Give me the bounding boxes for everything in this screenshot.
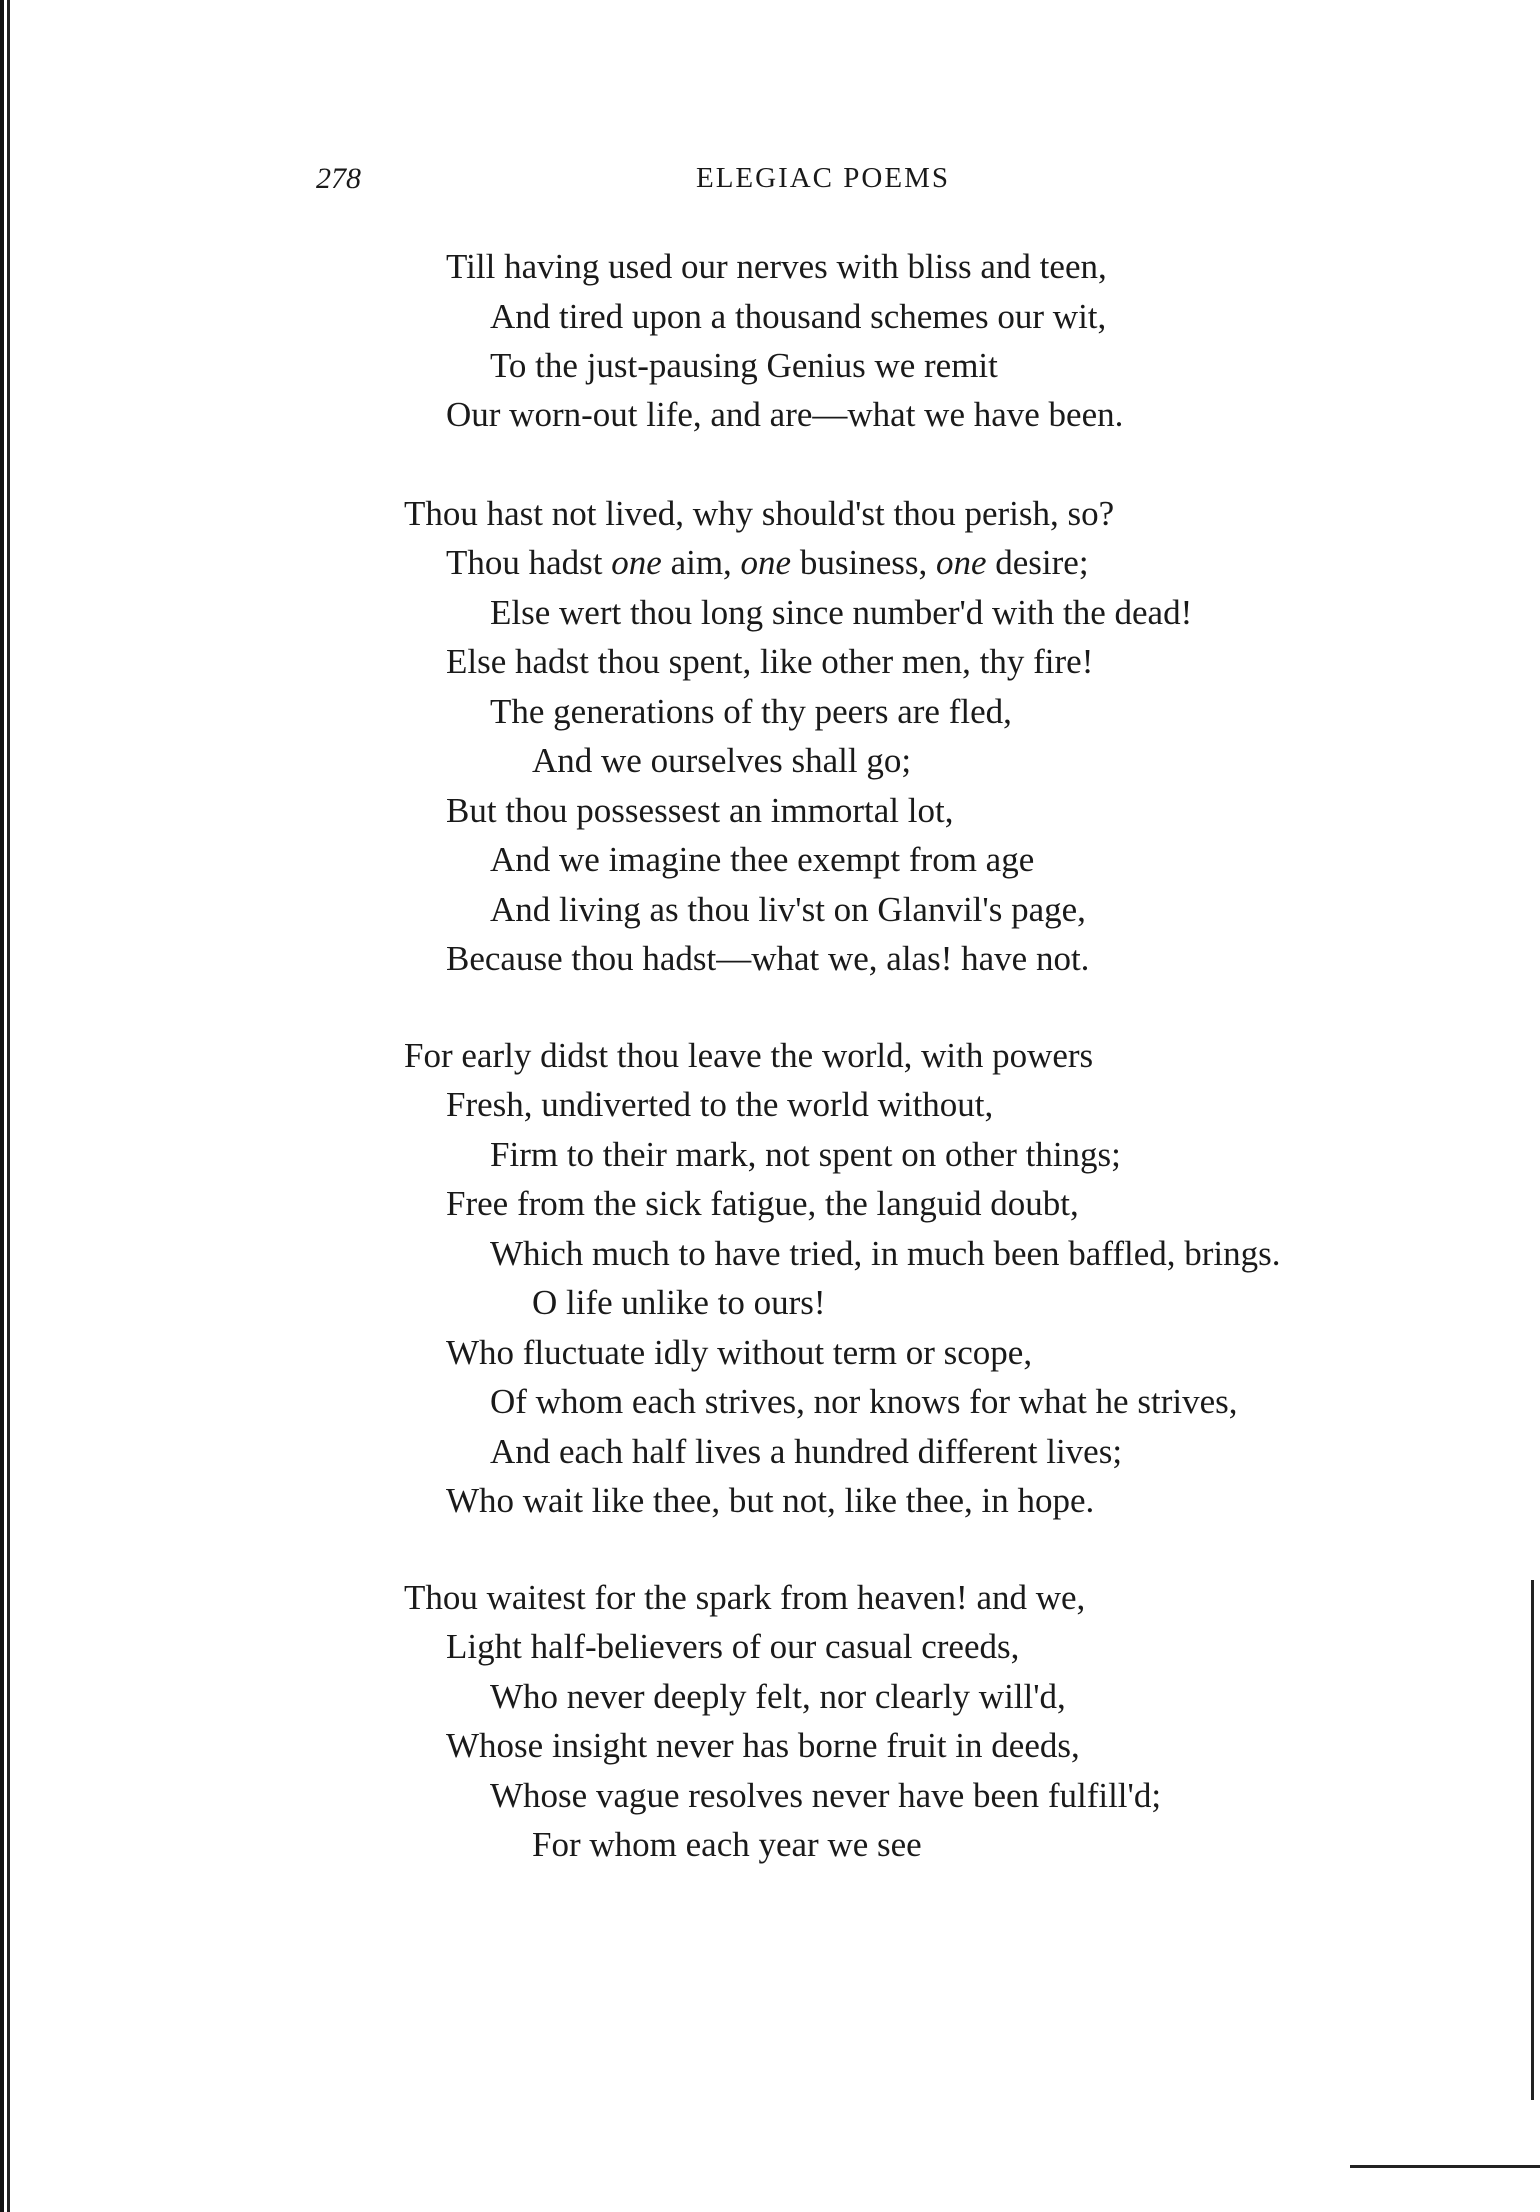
running-title: ELEGIAC POEMS <box>696 162 950 194</box>
poem-line: Light half-believers of our casual creeds, <box>446 1627 1020 1666</box>
poem-line <box>446 539 1089 587</box>
poem-line: And we imagine thee exempt from age <box>490 840 1035 879</box>
poem-line: To the just-pausing Genius we remit <box>490 346 998 385</box>
poem-line: And we ourselves shall go; <box>532 741 912 780</box>
poem-line: Who fluctuate idly without term or scope, <box>446 1333 1033 1372</box>
poem-line: Who never deeply felt, nor clearly will'd, <box>490 1677 1066 1716</box>
poem-line: And tired upon a thousand schemes our wit, <box>490 297 1107 336</box>
poem-line-emphasis: one <box>611 543 662 582</box>
poem-line-text: desire; <box>995 543 1089 582</box>
poem-line: Else hadst thou spent, like other men, thy fire! <box>446 642 1094 681</box>
poem-line: Thou waitest for the spark from heaven! and we, <box>404 1578 1086 1617</box>
poem-line: Our worn-out life, and are—what we have been. <box>446 395 1124 434</box>
poem-line: And each half lives a hundred different lives; <box>490 1432 1123 1471</box>
page-number: 278 <box>316 162 361 195</box>
poem-line: The generations of thy peers are fled, <box>490 692 1012 731</box>
poem-line: And living as thou liv'st on Glanvil's page, <box>490 890 1086 929</box>
poem-line-text: aim, <box>661 543 741 582</box>
poem-line: But thou possessest an immortal lot, <box>446 791 954 830</box>
poem-line: Thou hast not lived, why should'st thou perish, so? <box>404 494 1115 533</box>
poem-line: For early didst thou leave the world, with powers <box>404 1036 1094 1075</box>
binding-edge-right <box>1531 1580 1534 2100</box>
page-header <box>316 162 1216 206</box>
poem-line: Whose insight never has borne fruit in deeds, <box>446 1726 1080 1765</box>
poem-line-emphasis: one <box>740 543 792 582</box>
poem-line: Fresh, undiverted to the world without, <box>446 1085 994 1124</box>
poem-line-text: business, <box>791 543 936 582</box>
binding-edge-left <box>0 0 18 2212</box>
poem-line: Till having used our nerves with bliss and teen, <box>446 247 1107 286</box>
poem-line: O life unlike to ours! <box>532 1283 826 1322</box>
poem-line: Because thou hadst—what we, alas! have not. <box>446 939 1090 978</box>
poem-line-emphasis: one <box>935 543 987 582</box>
poem-line-text: Thou hadst <box>446 543 603 582</box>
poem-line: Firm to their mark, not spent on other things; <box>490 1135 1121 1174</box>
poem-line: Which much to have tried, in much been baffled, brings. <box>490 1234 1281 1273</box>
poem-line: Free from the sick fatigue, the languid doubt, <box>446 1184 1079 1223</box>
poem-line: For whom each year we see <box>532 1825 922 1864</box>
binding-edge-bottom <box>1350 2165 1540 2168</box>
poem-line: Whose vague resolves never have been fulfill'd; <box>490 1776 1162 1815</box>
poem-line: Who wait like thee, but not, like thee, in hope. <box>446 1481 1095 1520</box>
poem-line: Else wert thou long since number'd with the dead! <box>490 593 1193 632</box>
poem-line: Of whom each strives, nor knows for what he strives, <box>490 1382 1238 1421</box>
